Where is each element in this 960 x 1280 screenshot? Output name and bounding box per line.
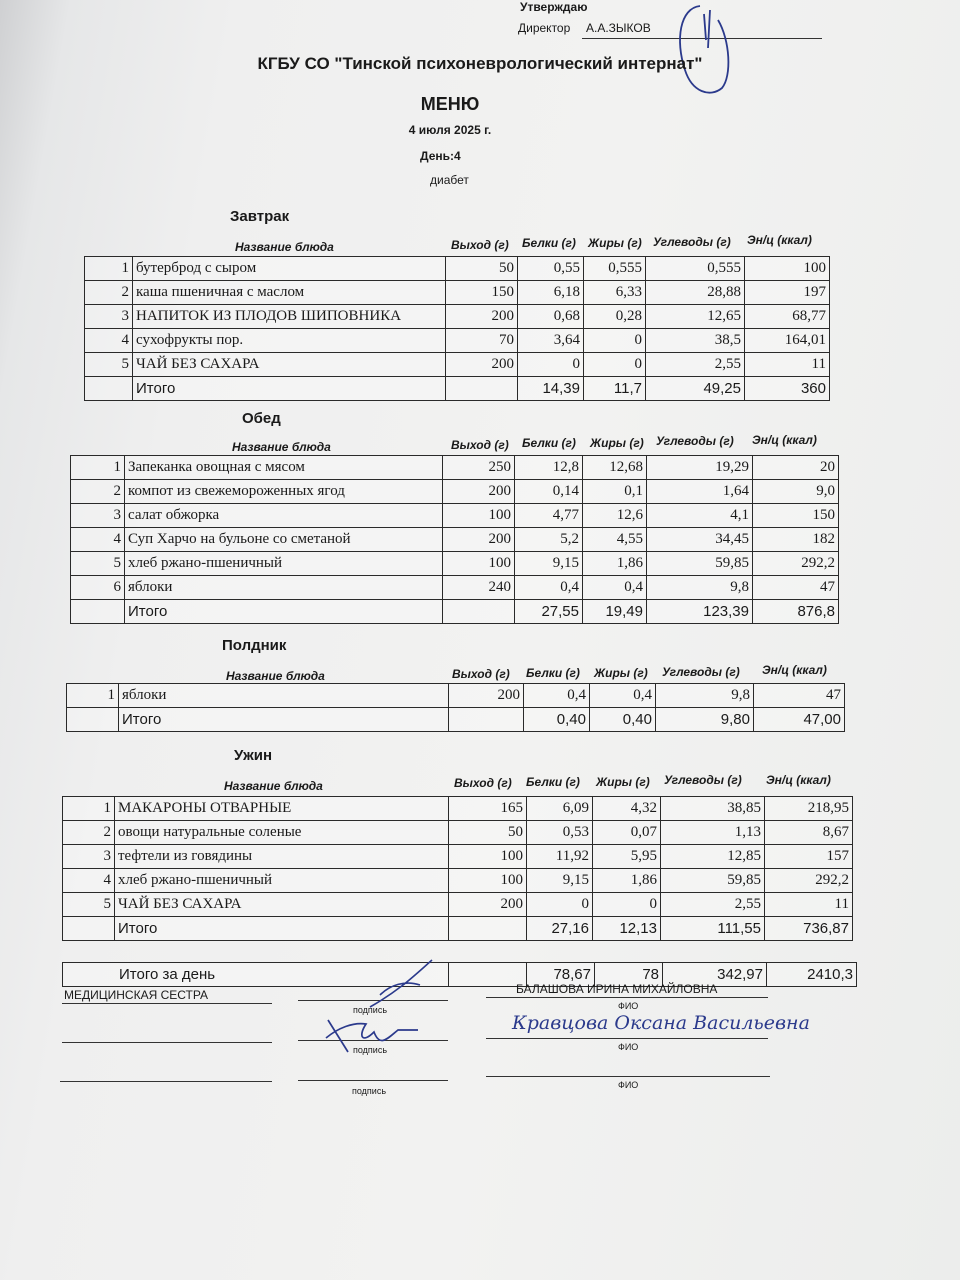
col-header-name: Название блюда (232, 440, 331, 454)
dish-name: яблоки (119, 684, 449, 708)
table-row (85, 353, 830, 377)
dish-energy: 218,95 (765, 797, 853, 821)
director-label: Директор (518, 21, 571, 35)
dish-energy: 197 (745, 281, 830, 305)
dish-energy: 182 (753, 528, 839, 552)
row-number: 2 (71, 480, 125, 504)
dish-fat: 4,32 (593, 797, 661, 821)
col-header-fat: Жиры (г) (594, 666, 648, 680)
table-row (63, 845, 853, 869)
person2-handwritten-name: Кравцова Оксана Васильевна (512, 1012, 810, 1034)
fio-line-3 (486, 1076, 770, 1077)
director-name: А.А.ЗЫКОВ (586, 21, 651, 35)
table-row (63, 821, 853, 845)
dish-fat: 0 (593, 893, 661, 917)
page-title: МЕНЮ (420, 94, 480, 114)
day-total-protein: 78,67 (527, 963, 595, 987)
col-header-protein: Белки (г) (522, 236, 576, 250)
lunch-table (70, 455, 839, 624)
dish-output: 200 (449, 893, 527, 917)
dish-carbs: 28,88 (646, 281, 745, 305)
dish-fat: 1,86 (593, 869, 661, 893)
sign-label-2: подпись (353, 1045, 388, 1055)
person1-name: БАЛАШОВА ИРИНА МИХАЙЛОВНА (516, 982, 718, 996)
total-fat: 19,49 (583, 600, 647, 624)
section-snack-title: Полдник (222, 637, 287, 654)
row-number: 2 (63, 821, 115, 845)
dish-protein: 0,53 (527, 821, 593, 845)
dish-fat: 0,07 (593, 821, 661, 845)
breakfast-table (84, 256, 830, 401)
menu-date: 4 июля 2025 г. (408, 123, 492, 137)
dish-name: яблоки (125, 576, 443, 600)
row-number: 5 (85, 353, 133, 377)
day-total-label-text: Итого за день (119, 966, 216, 983)
row-number: 5 (63, 893, 115, 917)
col-header-energy: Эн/ц (ккал) (752, 433, 817, 447)
dish-name: Суп Харчо на бульоне со сметаной (125, 528, 443, 552)
dish-output: 165 (449, 797, 527, 821)
day-total-row (63, 963, 857, 987)
col-header-output: Выход (г) (451, 238, 509, 252)
col-header-protein: Белки (г) (526, 666, 580, 680)
dish-output: 200 (443, 480, 515, 504)
col-header-energy: Эн/ц (ккал) (766, 773, 831, 787)
dish-protein: 0,4 (524, 684, 590, 708)
dish-fat: 1,86 (583, 552, 647, 576)
dish-output: 100 (443, 504, 515, 528)
dish-output: 200 (443, 528, 515, 552)
dish-fat: 0,28 (584, 305, 646, 329)
row-number: 3 (85, 305, 133, 329)
dish-carbs: 38,85 (661, 797, 765, 821)
row-number: 3 (71, 504, 125, 528)
diet-type: диабет (430, 173, 469, 187)
table-row (71, 576, 839, 600)
dish-name: бутерброд с сыром (133, 257, 446, 281)
dish-output: 50 (449, 821, 527, 845)
dish-fat: 6,33 (584, 281, 646, 305)
dish-fat: 12,6 (583, 504, 647, 528)
dish-output: 50 (446, 257, 518, 281)
dish-fat: 5,95 (593, 845, 661, 869)
col-header-protein: Белки (г) (526, 775, 580, 789)
dish-protein: 12,8 (515, 456, 583, 480)
total-label: Итого (115, 917, 449, 941)
dish-fat: 0,4 (583, 576, 647, 600)
dish-output: 100 (443, 552, 515, 576)
total-blank (63, 917, 115, 941)
col-header-fat: Жиры (г) (596, 775, 650, 789)
row-number: 1 (63, 797, 115, 821)
row-number: 4 (63, 869, 115, 893)
day-total-output (449, 963, 527, 987)
col-header-name: Название блюда (235, 240, 334, 254)
table-row (71, 528, 839, 552)
col-header-output: Выход (г) (454, 776, 512, 790)
dish-protein: 0,4 (515, 576, 583, 600)
total-label: Итого (119, 708, 449, 732)
dish-carbs: 2,55 (646, 353, 745, 377)
dish-fat: 0,555 (584, 257, 646, 281)
col-header-name: Название блюда (226, 669, 325, 683)
col-header-name: Название блюда (224, 779, 323, 793)
dish-protein: 0,55 (518, 257, 584, 281)
dish-name: Запеканка овощная с мясом (125, 456, 443, 480)
table-row (63, 893, 853, 917)
dish-name: салат обжорка (125, 504, 443, 528)
dish-fat: 0 (584, 329, 646, 353)
col-header-carbs: Углеводы (г) (664, 773, 742, 787)
dish-carbs: 1,13 (661, 821, 765, 845)
total-carbs: 49,25 (646, 377, 745, 401)
dish-name: ЧАЙ БЕЗ САХАРА (133, 353, 446, 377)
dinner-table (62, 796, 853, 941)
dish-carbs: 0,555 (646, 257, 745, 281)
dish-name: хлеб ржано-пшеничный (115, 869, 449, 893)
dish-fat: 0 (584, 353, 646, 377)
fio-line-2 (486, 1038, 768, 1039)
fio-label-3: ФИО (618, 1080, 639, 1090)
total-row (63, 917, 853, 941)
dish-name: каша пшеничная с маслом (133, 281, 446, 305)
dish-carbs: 59,85 (661, 869, 765, 893)
total-energy: 876,8 (753, 600, 839, 624)
col-header-protein: Белки (г) (522, 436, 576, 450)
dish-energy: 157 (765, 845, 853, 869)
total-fat: 0,40 (590, 708, 656, 732)
dish-carbs: 12,85 (661, 845, 765, 869)
dish-energy: 8,67 (765, 821, 853, 845)
dish-name: МАКАРОНЫ ОТВАРНЫЕ (115, 797, 449, 821)
dish-protein: 3,64 (518, 329, 584, 353)
total-output (449, 708, 524, 732)
total-output (449, 917, 527, 941)
dish-carbs: 4,1 (647, 504, 753, 528)
total-carbs: 9,80 (656, 708, 754, 732)
dish-protein: 6,18 (518, 281, 584, 305)
dish-carbs: 1,64 (647, 480, 753, 504)
total-energy: 360 (745, 377, 830, 401)
dish-energy: 292,2 (753, 552, 839, 576)
row-number: 4 (85, 329, 133, 353)
dish-carbs: 59,85 (647, 552, 753, 576)
total-label: Итого (125, 600, 443, 624)
row-number: 3 (63, 845, 115, 869)
dish-energy: 11 (745, 353, 830, 377)
day-total-energy: 2410,3 (767, 963, 857, 987)
total-row (71, 600, 839, 624)
total-blank (71, 600, 125, 624)
total-output (443, 600, 515, 624)
dish-output: 150 (446, 281, 518, 305)
fio-label-1: ФИО (618, 1001, 639, 1011)
dish-fat: 4,55 (583, 528, 647, 552)
col-header-output: Выход (г) (451, 438, 509, 452)
dish-name: сухофрукты пор. (133, 329, 446, 353)
sign-label-1: подпись (353, 1005, 388, 1015)
approve-title: Утверждаю (520, 0, 588, 14)
col-header-fat: Жиры (г) (590, 436, 644, 450)
section-breakfast-title: Завтрак (230, 208, 290, 225)
dish-output: 200 (446, 353, 518, 377)
total-protein: 27,16 (527, 917, 593, 941)
col-header-carbs: Углеводы (г) (662, 665, 740, 679)
sign-line-3 (298, 1080, 448, 1081)
row-number: 1 (67, 684, 119, 708)
table-row (71, 456, 839, 480)
total-label: Итого (133, 377, 446, 401)
total-carbs: 111,55 (661, 917, 765, 941)
table-row (71, 480, 839, 504)
dish-protein: 9,15 (515, 552, 583, 576)
total-protein: 14,39 (518, 377, 584, 401)
fio-label-2: ФИО (618, 1042, 639, 1052)
col-header-energy: Эн/ц (ккал) (747, 233, 812, 247)
col-header-output: Выход (г) (452, 667, 510, 681)
dish-carbs: 19,29 (647, 456, 753, 480)
dish-name: овощи натуральные соленые (115, 821, 449, 845)
dish-fat: 0,1 (583, 480, 647, 504)
row-number: 4 (71, 528, 125, 552)
dish-protein: 9,15 (527, 869, 593, 893)
dish-name: ЧАЙ БЕЗ САХАРА (115, 893, 449, 917)
dish-name: НАПИТОК ИЗ ПЛОДОВ ШИПОВНИКА (133, 305, 446, 329)
nurse-line (62, 1003, 272, 1004)
dish-output: 100 (449, 845, 527, 869)
dish-energy: 9,0 (753, 480, 839, 504)
dish-carbs: 12,65 (646, 305, 745, 329)
row-number: 1 (71, 456, 125, 480)
signature-scribble-1 (360, 955, 440, 1015)
snack-table (66, 683, 845, 732)
day-total-table (62, 962, 857, 987)
dish-energy: 292,2 (765, 869, 853, 893)
total-energy: 47,00 (754, 708, 845, 732)
total-blank (85, 377, 133, 401)
dish-output: 200 (446, 305, 518, 329)
total-protein: 0,40 (524, 708, 590, 732)
dish-carbs: 9,8 (656, 684, 754, 708)
col-header-fat: Жиры (г) (588, 236, 642, 250)
dish-protein: 6,09 (527, 797, 593, 821)
col-header-energy: Эн/ц (ккал) (762, 663, 827, 677)
total-fat: 11,7 (584, 377, 646, 401)
dish-carbs: 34,45 (647, 528, 753, 552)
dish-energy: 47 (754, 684, 845, 708)
dish-protein: 11,92 (527, 845, 593, 869)
table-row (63, 869, 853, 893)
table-row (85, 281, 830, 305)
total-protein: 27,55 (515, 600, 583, 624)
dish-energy: 68,77 (745, 305, 830, 329)
dish-energy: 47 (753, 576, 839, 600)
total-blank (67, 708, 119, 732)
table-row (71, 552, 839, 576)
director-signature (660, 0, 740, 105)
dish-protein: 0 (527, 893, 593, 917)
dish-carbs: 9,8 (647, 576, 753, 600)
nurse-label: МЕДИЦИНСКАЯ СЕСТРА (64, 988, 209, 1002)
sign-label-3: подпись (352, 1086, 387, 1096)
dish-protein: 0,68 (518, 305, 584, 329)
organization-name: КГБУ СО "Тинской психоневрологический интернат" (257, 54, 703, 73)
table-row (63, 797, 853, 821)
nurse-line-2 (62, 1042, 272, 1043)
fio-line-1 (486, 997, 768, 998)
table-row (71, 504, 839, 528)
row-number: 1 (85, 257, 133, 281)
dish-carbs: 38,5 (646, 329, 745, 353)
total-energy: 736,87 (765, 917, 853, 941)
total-row (85, 377, 830, 401)
dish-protein: 0,14 (515, 480, 583, 504)
dish-name: тефтели из говядины (115, 845, 449, 869)
dish-name: хлеб ржано-пшеничный (125, 552, 443, 576)
dish-output: 250 (443, 456, 515, 480)
row-number: 6 (71, 576, 125, 600)
table-row (85, 305, 830, 329)
dish-protein: 4,77 (515, 504, 583, 528)
row-number: 5 (71, 552, 125, 576)
nurse-line-3 (60, 1081, 272, 1082)
menu-day: День:4 (420, 149, 461, 163)
dish-name: компот из свежемороженных ягод (125, 480, 443, 504)
day-total-fat: 78 (595, 963, 663, 987)
col-header-carbs: Углеводы (г) (656, 434, 734, 448)
row-number: 2 (85, 281, 133, 305)
dish-energy: 11 (765, 893, 853, 917)
total-fat: 12,13 (593, 917, 661, 941)
dish-energy: 164,01 (745, 329, 830, 353)
day-total-carbs: 342,97 (663, 963, 767, 987)
dish-fat: 12,68 (583, 456, 647, 480)
dish-output: 200 (449, 684, 524, 708)
dish-output: 70 (446, 329, 518, 353)
dish-protein: 0 (518, 353, 584, 377)
total-output (446, 377, 518, 401)
dish-energy: 100 (745, 257, 830, 281)
section-lunch-title: Обед (242, 410, 281, 427)
col-header-carbs: Углеводы (г) (653, 235, 731, 249)
section-dinner-title: Ужин (234, 747, 273, 764)
dish-carbs: 2,55 (661, 893, 765, 917)
total-carbs: 123,39 (647, 600, 753, 624)
table-row (85, 329, 830, 353)
dish-fat: 0,4 (590, 684, 656, 708)
dish-protein: 5,2 (515, 528, 583, 552)
signature-scribble-2 (318, 1008, 428, 1060)
table-row (85, 257, 830, 281)
dish-output: 240 (443, 576, 515, 600)
dish-energy: 150 (753, 504, 839, 528)
table-row (67, 684, 845, 708)
total-row (67, 708, 845, 732)
dish-output: 100 (449, 869, 527, 893)
dish-energy: 20 (753, 456, 839, 480)
